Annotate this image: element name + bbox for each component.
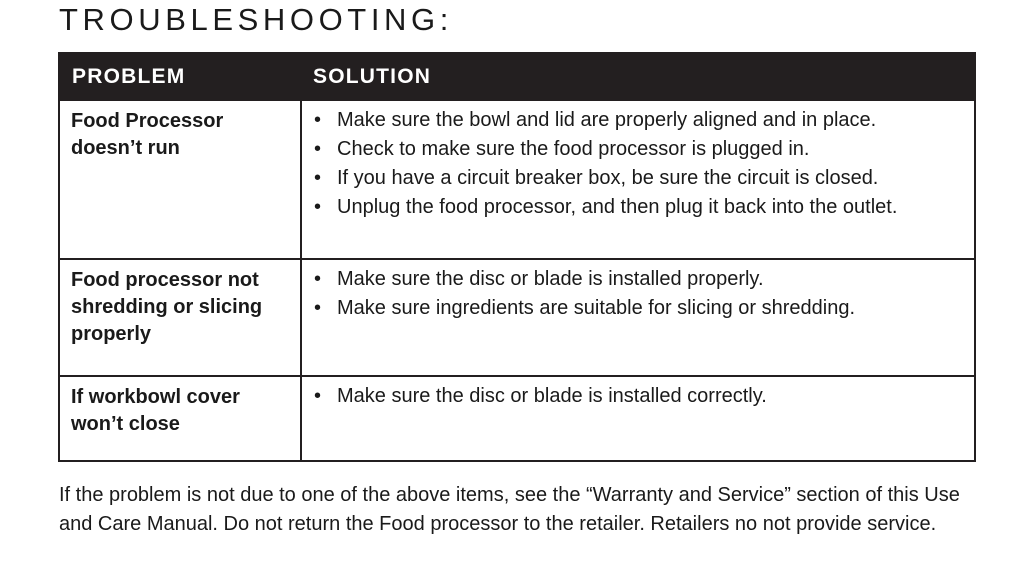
- solution-item: [312, 193, 966, 222]
- solution-item: [312, 106, 966, 135]
- bullet-icon: •: [314, 167, 322, 189]
- problem-column-header: PROBLEM: [59, 53, 301, 100]
- bullet-icon: •: [314, 297, 322, 319]
- solution-item: [312, 135, 966, 164]
- solution-cell: [301, 100, 975, 259]
- solution-item: [312, 265, 966, 294]
- bullet-icon: •: [314, 109, 322, 131]
- problem-cell: Food Processor doesn’t run: [59, 100, 301, 259]
- solution-item: [312, 294, 966, 323]
- solution-text: If you have a circuit breaker box, be sure the circuit is closed.: [337, 167, 879, 189]
- solution-text: Unplug the food processor, and then plug it back into the outlet.: [337, 196, 898, 218]
- bullet-icon: •: [314, 385, 322, 407]
- page-title: TROUBLESHOOTING:: [59, 2, 453, 37]
- problem-cell: If workbowl cover won’t close: [59, 376, 301, 461]
- troubleshooting-table: [58, 52, 976, 462]
- solution-column-header: SOLUTION: [301, 53, 975, 100]
- table-row: [59, 376, 975, 461]
- solution-text: Make sure the bowl and lid are properly aligned and in place.: [337, 109, 877, 131]
- solution-list: [312, 106, 966, 222]
- table-row: [59, 100, 975, 259]
- solution-cell: [301, 259, 975, 376]
- bullet-icon: •: [314, 138, 322, 160]
- solution-text: Make sure ingredients are suitable for slicing or shredding.: [337, 297, 856, 319]
- solution-text: Check to make sure the food processor is plugged in.: [337, 138, 810, 160]
- solution-list: [312, 265, 966, 323]
- table-row: [59, 259, 975, 376]
- bullet-icon: •: [314, 268, 322, 290]
- solution-list: [312, 382, 966, 411]
- solution-item: [312, 164, 966, 193]
- footer-note: If the problem is not due to one of the above items, see the “Warranty and Service” section of this Use and Care Manual. Do not return the Food processor to the retailer. Retailers no not provide service.: [59, 484, 960, 535]
- solution-cell: [301, 376, 975, 461]
- table-header-row: [59, 53, 975, 100]
- bullet-icon: •: [314, 196, 322, 218]
- solution-text: Make sure the disc or blade is installed correctly.: [337, 385, 767, 407]
- solution-text: Make sure the disc or blade is installed properly.: [337, 268, 764, 290]
- solution-item: [312, 382, 966, 411]
- problem-cell: Food processor not shredding or slicing properly: [59, 259, 301, 376]
